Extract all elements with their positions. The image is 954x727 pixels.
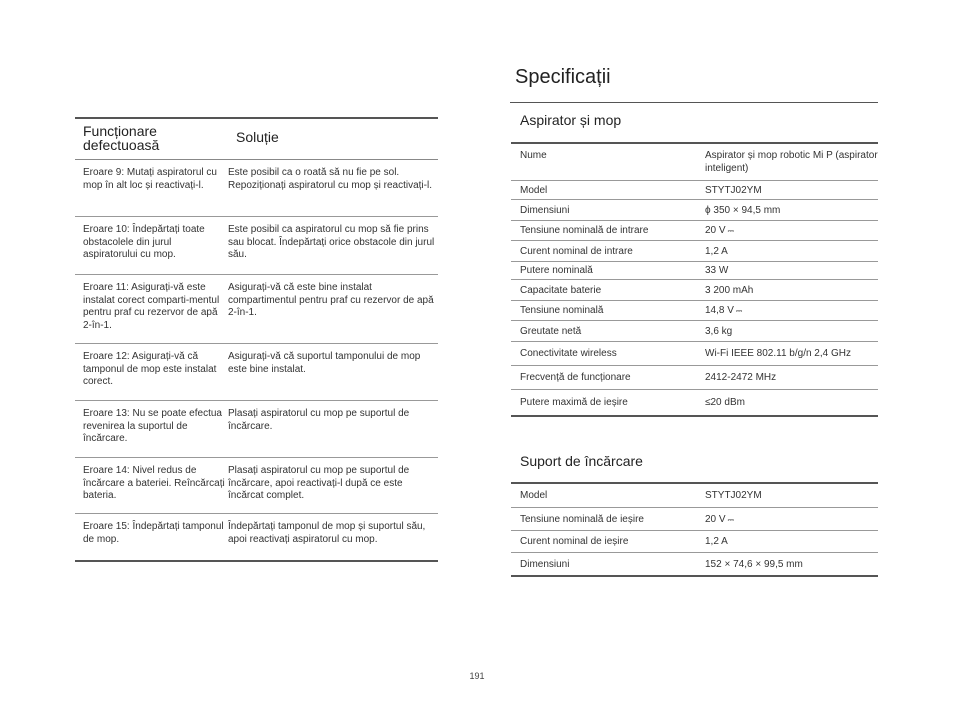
spec-value: Aspirator și mop robotic Mi P (aspirator inteligent) xyxy=(705,150,878,174)
spec-value: 2412-2472 MHz xyxy=(705,372,777,383)
spec-row xyxy=(511,342,878,366)
spec-value: 3 200 mAh xyxy=(705,284,754,296)
spec-row xyxy=(511,144,878,181)
spec-value: 14,8 V xyxy=(705,305,734,316)
spec-value: 152 × 74,6 × 99,5 mm xyxy=(705,558,803,570)
spec-value-with-icon xyxy=(705,301,878,320)
spec-key: Model xyxy=(520,490,548,501)
problem-cell: Eroare 14: Nivel redus de încărcare a bateriei. Reîncărcați bateria. xyxy=(83,465,225,502)
spec-row xyxy=(511,390,878,415)
problem-cell: Eroare 15: Îndepărtați tamponul de mop. xyxy=(83,521,224,545)
spec-key: Greutate netă xyxy=(520,325,582,337)
table-row xyxy=(75,160,438,217)
spec-row xyxy=(511,484,878,508)
spec-key: Curent nominal de ieșire xyxy=(520,536,629,547)
solution-cell: Plasați aspiratorul cu mop pe suportul de încărcare, apoi reactivați-l după ce este încărcat complet. xyxy=(228,465,410,502)
specifications-title: Specificații xyxy=(515,66,611,88)
spec-key: Curent nominal de intrare xyxy=(520,245,633,257)
spec-row xyxy=(511,508,878,531)
problem-cell: Eroare 11: Asigurați-vă este instalat corect comparti-mentul pentru praf cu rezervor de apă 2-în-1. xyxy=(83,282,220,331)
page-number: 191 xyxy=(469,671,485,681)
spec-row xyxy=(511,262,878,280)
spec-row xyxy=(511,181,878,200)
problem-cell: Eroare 9: Mutați aspiratorul cu mop în alt loc și reactivați-l. xyxy=(83,167,217,191)
spec-row xyxy=(511,301,878,321)
spec-value-with-icon xyxy=(705,221,878,240)
solution-cell: Îndepărtați tamponul de mop și suportul său, apoi reactivați aspiratorul cu mop. xyxy=(228,521,426,545)
spec-value: 3,6 kg xyxy=(705,325,733,337)
spec-key: Dimensiuni xyxy=(520,204,570,216)
spec-value: Wi-Fi IEEE 802.11 b/g/n 2,4 GHz xyxy=(705,348,851,359)
spec-key: Tensiune nominală xyxy=(520,305,604,316)
table-row xyxy=(75,344,438,401)
spec-value: STYTJ02YM xyxy=(705,184,762,196)
spec-key: Capacitate baterie xyxy=(520,284,602,296)
table-row xyxy=(75,514,438,560)
table-row xyxy=(75,458,438,514)
table-row xyxy=(75,275,438,344)
vacuum-spec-table xyxy=(511,142,878,417)
spec-value-with-icon xyxy=(705,508,878,530)
table-row xyxy=(75,401,438,458)
problem-cell: Eroare 13: Nu se poate efectua revenirea la suportul de încărcare. xyxy=(83,408,222,445)
spec-value: STYTJ02YM xyxy=(705,490,762,501)
solution-cell: Asigurați-vă că suportul tamponului de mop este bine instalat. xyxy=(228,351,421,375)
vacuum-section-title: Aspirator și mop xyxy=(520,112,622,128)
spec-key: Dimensiuni xyxy=(520,558,570,570)
spec-row xyxy=(511,531,878,553)
dc-symbol-icon: ⎓ xyxy=(735,306,743,315)
spec-key: Frecvență de funcționare xyxy=(520,372,631,383)
spec-key: Conectivitate wireless xyxy=(520,348,617,359)
solution-cell: Plasați aspiratorul cu mop pe suportul de încărcare. xyxy=(228,408,410,432)
solution-cell: Este posibil ca aspiratorul cu mop să fie prins sau blocat. Îndepărtați orice obstacole din jurul său. xyxy=(228,224,435,261)
solution-cell: Este posibil ca o roată să nu fie pe sol. Repoziționați aspiratorul cu mop și reactivați-l. xyxy=(228,167,432,191)
title-divider xyxy=(510,102,878,103)
dock-spec-table xyxy=(511,482,878,577)
spec-key: Tensiune nominală de ieșire xyxy=(520,513,644,525)
spec-key: Model xyxy=(520,184,548,196)
spec-value: 33 W xyxy=(705,265,729,276)
spec-row xyxy=(511,553,878,575)
solution-cell: Asigurați-vă că este bine instalat compartimentul pentru praf cu rezervor de apă 2-în-1. xyxy=(228,282,434,319)
dc-symbol-icon: ⎓ xyxy=(727,514,734,524)
spec-key: Nume xyxy=(520,150,547,161)
spec-row xyxy=(511,221,878,241)
spec-row xyxy=(511,366,878,390)
header-malfunction: Funcționare defectuoasă xyxy=(83,123,160,153)
header-solution: Soluție xyxy=(236,129,279,145)
troubleshooting-table xyxy=(75,117,438,562)
troubleshooting-header xyxy=(75,119,438,160)
spec-key: Putere maximă de ieșire xyxy=(520,397,628,408)
dc-symbol-icon: ⎓ xyxy=(727,226,734,235)
dock-section-title: Suport de încărcare xyxy=(520,453,643,469)
spec-value: 1,2 A xyxy=(705,245,728,257)
spec-key: Putere nominală xyxy=(520,265,593,276)
spec-value: ϕ 350 × 94,5 mm xyxy=(705,204,781,216)
spec-row xyxy=(511,280,878,301)
spec-value: 1,2 A xyxy=(705,536,728,547)
table-row xyxy=(75,217,438,275)
spec-value: 20 V xyxy=(705,225,726,236)
spec-row xyxy=(511,321,878,342)
spec-key: Tensiune nominală de intrare xyxy=(520,225,649,236)
problem-cell: Eroare 10: Îndepărtați toate obstacolele din jurul aspiratorului cu mop. xyxy=(83,224,205,261)
spec-row xyxy=(511,200,878,221)
problem-cell: Eroare 12: Asigurați-vă că tamponul de mop este instalat corect. xyxy=(83,351,217,388)
spec-value: 20 V xyxy=(705,513,726,525)
spec-value: ≤20 dBm xyxy=(705,397,745,408)
spec-row xyxy=(511,241,878,262)
